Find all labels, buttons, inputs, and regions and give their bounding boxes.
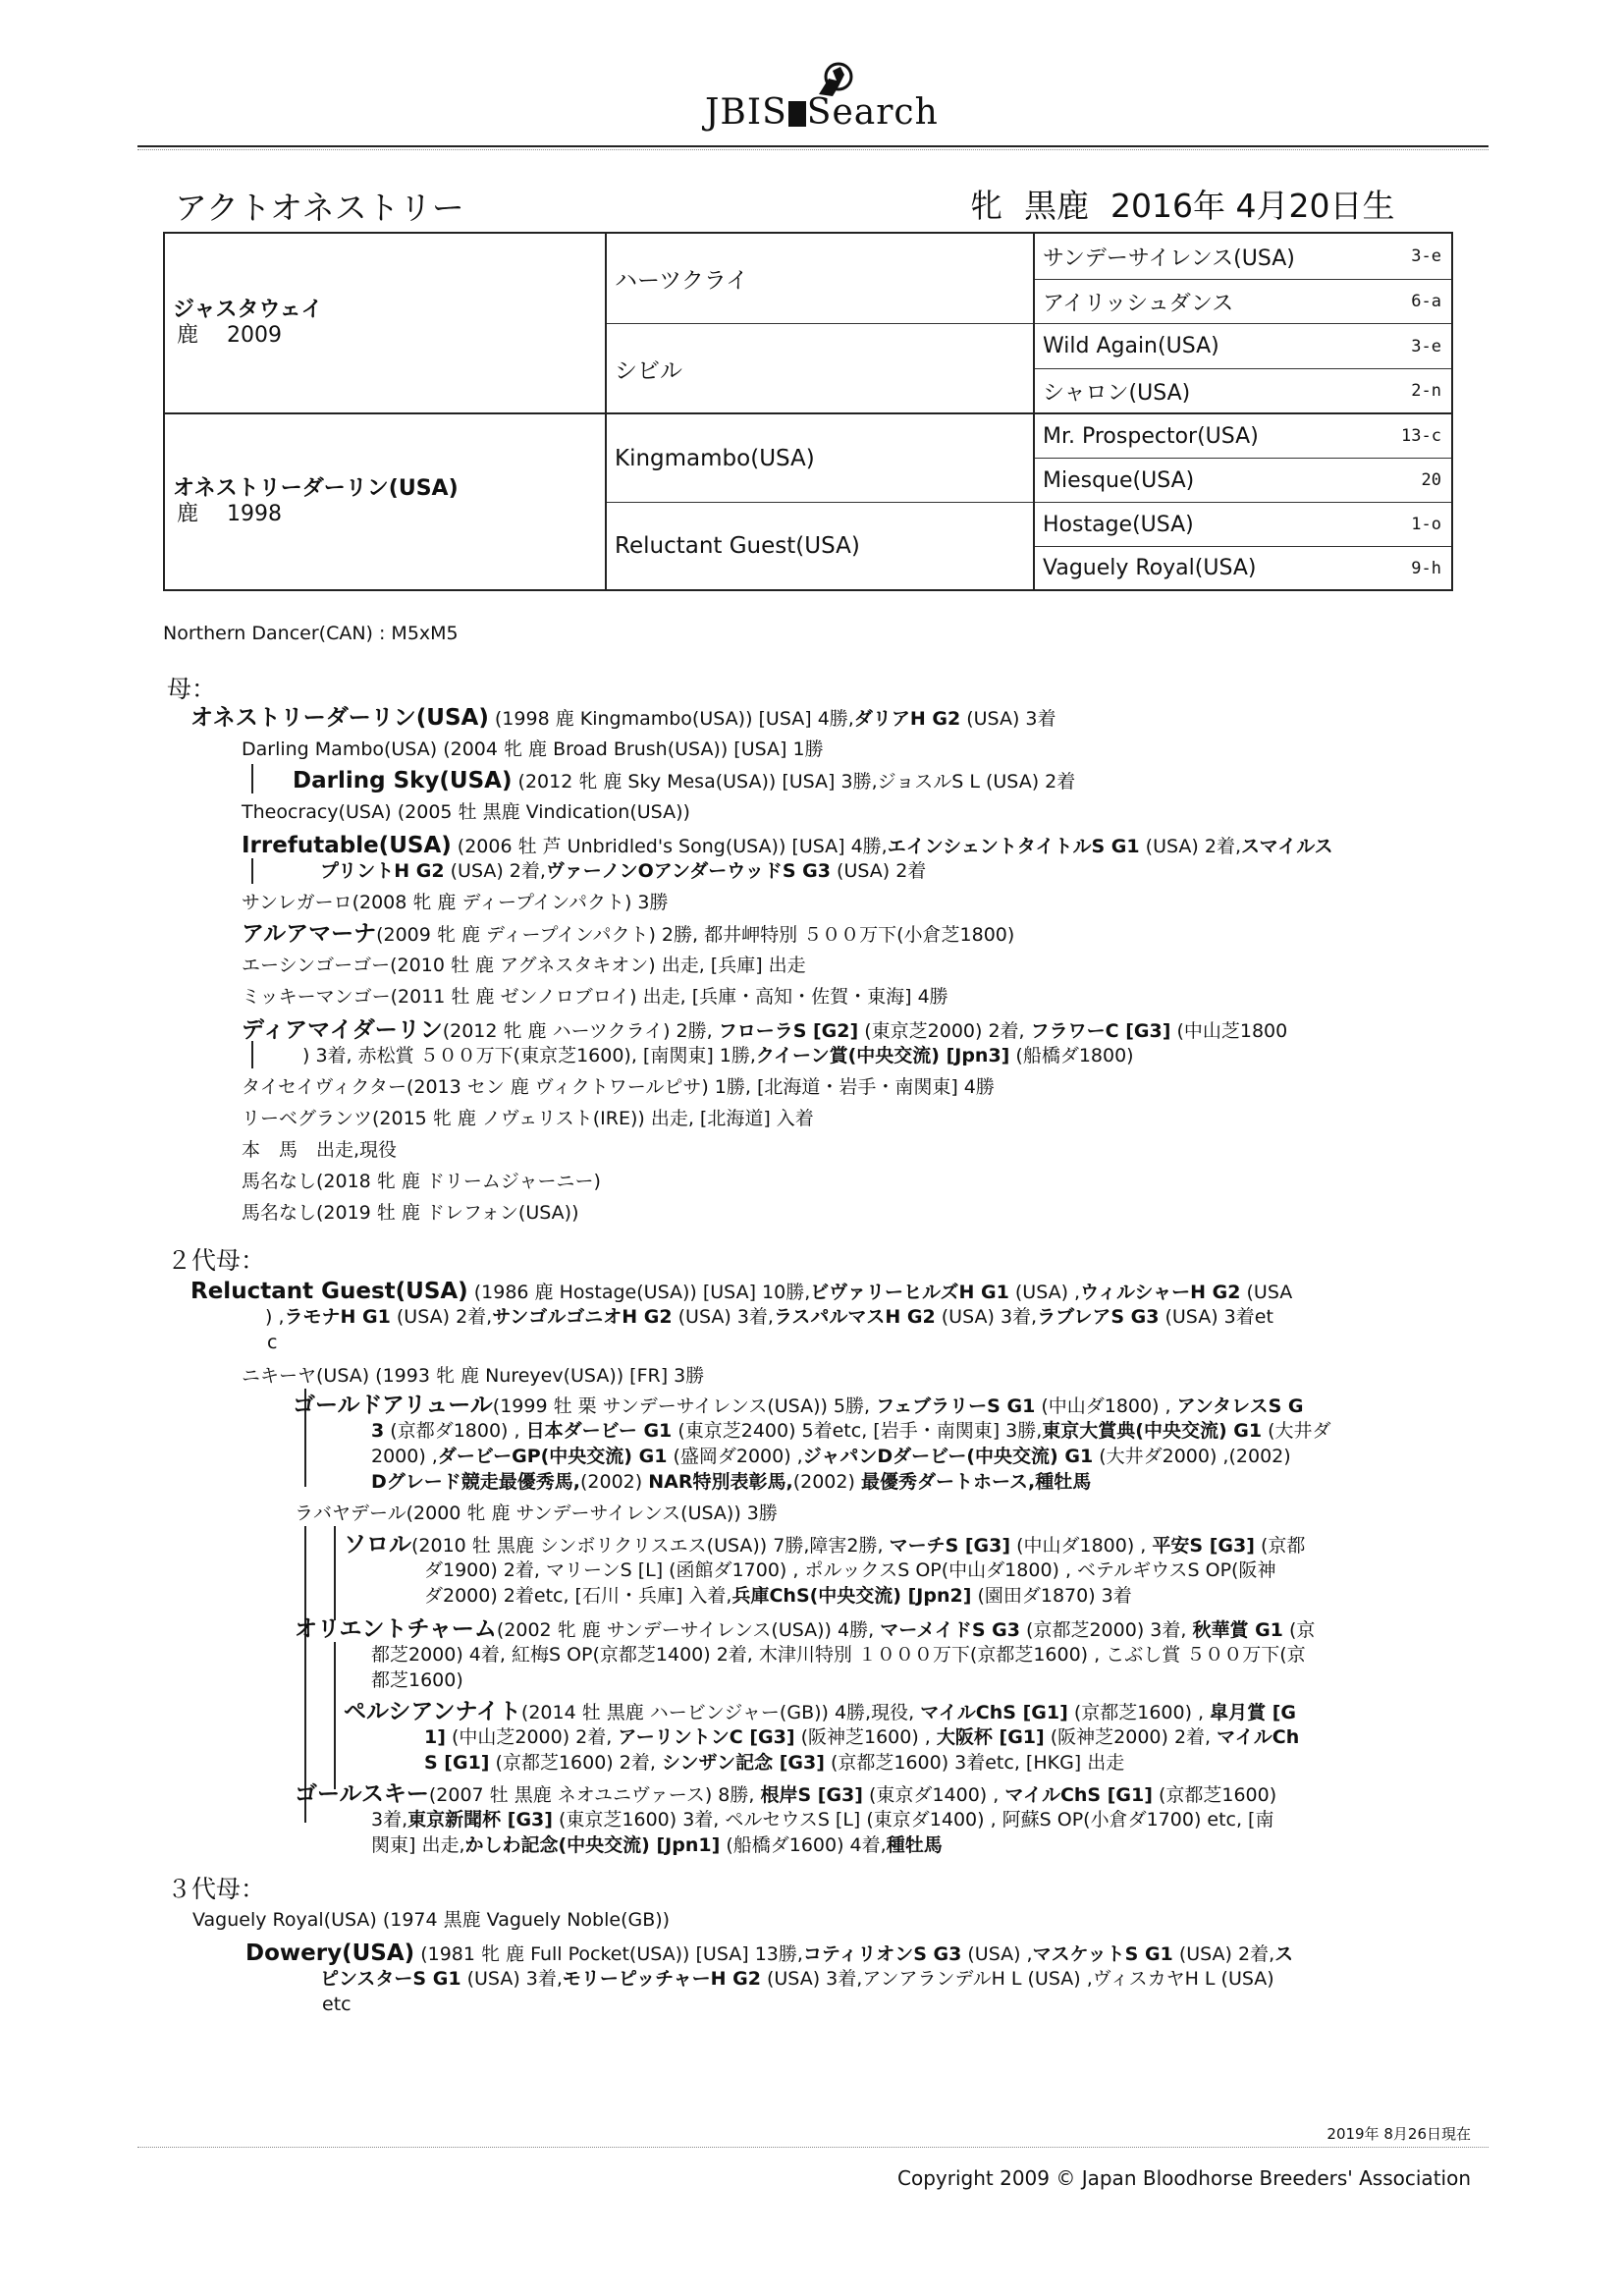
pedigree-gen2: ハーツクライ [607,234,1035,323]
pedigree-gen2: Reluctant Guest(USA) [607,502,1035,589]
family-line: 関東] 出走,かしわ記念(中央交流) [Jpn1] (船橋ダ1600) 4着,種牡馬 [371,1834,943,1856]
family-line: Reluctant Guest(USA) (1986 鹿 Hostage(USA)) [USA] 10勝,ビヴァリーヒルズH G1 (USA) ,ウィルシャーH G2 (USA [190,1279,1293,1304]
family-line: ゴールスキー(2007 牡 黒鹿 ネオユニヴァース) 8勝, 根岸S [G3] (東京ダ1400) , マイルChS [G1] (京都芝1600) [295,1781,1277,1807]
pedigree-gen3: Miesque(USA) 20 [1035,458,1451,502]
family-line: Darling Sky(USA) (2012 牝 鹿 Sky Mesa(USA)) [USA] 3勝,ジョスルS L (USA) 2着 [293,768,1076,793]
section-gen3: ３代母： [167,1875,266,1903]
tree-connector [251,1041,253,1068]
family-line: ) ,ラモナH G1 (USA) 2着,サンゴルゴニオH G2 (USA) 3着,ラスパルマスH G2 (USA) 3着,ラブレアS G3 (USA) 3着et [265,1306,1273,1328]
family-line: Vaguely Royal(USA) (1974 黒鹿 Vaguely Noble(GB)) [192,1909,671,1931]
family-line: ミッキーマンゴー(2011 牡 鹿 ゼンノロブロイ) 出走, [兵庫・高知・佐賀・東海] 4勝 [242,986,948,1008]
tree-connector [334,1642,336,1789]
family-line: ペルシアンナイト(2014 牡 黒鹿 ハービンジャー(GB)) 4勝,現役, マイルChS [G1] (京都芝1600) , 皐月賞 [G [344,1699,1297,1724]
pedigree-gen2: シビル [607,323,1035,412]
pedigree-gen3: Vaguely Royal(USA) 9-h [1035,546,1451,589]
family-line: c [267,1332,278,1353]
family-line: サンレガーロ(2008 牝 鹿 ディープインパクト) 3勝 [242,892,669,913]
inbreeding-note: Northern Dancer(CAN) : M5xM5 [163,623,459,644]
family-line: ) 3着, 赤松賞 ５００万下(東京芝1600), [南関東] 1勝,クイーン賞(中央交流) [Jpn3] (船橋ダ1800) [302,1045,1134,1066]
pedigree-gen3: シャロン(USA) 2-n [1035,368,1451,412]
family-line: 2000) ,ダービーGP(中央交流) G1 (盛岡ダ2000) ,ジャパンDダービー(中央交流) G1 (大井ダ2000) ,(2002) [371,1446,1291,1467]
family-line: リーベグランツ(2015 牝 鹿 ノヴェリスト(IRE)) 出走, [北海道] 入着 [242,1108,814,1129]
horse-name: アクトオネストリー [175,189,464,227]
pedigree-gen2: Kingmambo(USA) [607,412,1035,502]
pedigree-table [163,232,1453,591]
family-line: オリエントチャーム(2002 牝 鹿 サンデーサイレンス(USA)) 4勝, マーメイドS G3 (京都芝2000) 3着, 秋華賞 G1 (京 [295,1616,1316,1642]
family-line: Irrefutable(USA) (2006 牡 芦 Unbridled's Song(USA)) [USA] 4勝,エインシェントタイトルS G1 (USA) 2着,スマイルス [242,833,1333,858]
family-line: 本 馬 出走,現役 [242,1139,398,1161]
pedigree-gen3: Mr. Prospector(USA) 13-c [1035,412,1451,458]
section-gen2: ２代母： [167,1246,266,1275]
family-line: 3着,東京新聞杯 [G3] (東京芝1600) 3着, ペルセウスS [L] (東京ダ1400) , 阿蘇S OP(小倉ダ1700) etc, [南 [371,1809,1274,1831]
family-line: Dowery(USA) (1981 牝 鹿 Full Pocket(USA)) [USA] 13勝,コティリオンS G3 (USA) ,マスケットS G1 (USA) 2着,ス [245,1941,1294,1966]
header-rule [137,145,1489,147]
header-rule-dotted [137,149,1489,150]
family-line: S [G1] (京都芝1600) 2着, シンザン記念 [G3] (京都芝1600) 3着etc, [HKG] 出走 [424,1752,1125,1774]
tree-connector [304,1526,306,1823]
family-line: etc [322,1994,352,2015]
family-line: Theocracy(USA) (2005 牡 黒鹿 Vindication(USA)) [242,801,690,823]
tree-connector [251,764,253,793]
family-line: エーシンゴーゴー(2010 牡 鹿 アグネスタキオン) 出走, [兵庫] 出走 [242,955,806,976]
copyright: Copyright 2009 © Japan Bloodhorse Breeders' Association [897,2166,1471,2190]
logo-text: JBIS Search [705,92,939,133]
family-line: Dグレード競走最優秀馬,(2002) NAR特別表彰馬,(2002) 最優秀ダートホース,種牡馬 [371,1471,1092,1493]
section-dam: 母： [167,675,217,703]
pedigree-sire: ジャスタウェイ 鹿 2009 [165,234,607,412]
family-line: ニキーヤ(USA) (1993 牝 鹿 Nureyev(USA)) [FR] 3勝 [242,1365,705,1387]
family-line: Darling Mambo(USA) (2004 牝 鹿 Broad Brush(USA)) [USA] 1勝 [242,738,824,760]
horse-sex: 牝 [970,187,1002,225]
family-line: アルアマーナ(2009 牝 鹿 ディープインパクト) 2勝, 都井岬特別 ５００万下(小倉芝1800) [242,921,1015,947]
family-line: 馬名なし(2018 牝 鹿 ドリームジャーニー) [242,1171,601,1192]
pedigree-gen3: Hostage(USA) 1-o [1035,502,1451,546]
horse-info [970,181,1416,227]
family-line: ソロル(2010 牡 黒鹿 シンボリクリスエス(USA)) 7勝,障害2勝, マーチS [G3] (中山ダ1800) , 平安S [G3] (京都 [344,1532,1306,1558]
pedigree-gen3: アイリッシュダンス 6-a [1035,279,1451,323]
family-line: ダ2000) 2着etc, [石川・兵庫] 入着,兵庫ChS(中央交流) [Jpn2] (園田ダ1870) 3着 [424,1585,1132,1607]
family-line: ダ1900) 2着, マリーンS [L] (函館ダ1700) , ポルックスS OP(中山ダ1800) , ベテルギウスS OP(阪神 [424,1559,1276,1581]
family-line: ディアマイダーリン(2012 牝 鹿 ハーツクライ) 2勝, フローラS [G2] (東京芝2000) 2着, フラワーC [G3] (中山芝1800 [242,1017,1288,1043]
tree-connector [251,858,253,884]
as-of-date: 2019年 8月26日現在 [1326,2125,1471,2143]
pedigree-gen3: サンデーサイレンス(USA) 3-e [1043,246,1441,271]
footer-rule [137,2147,1489,2148]
family-line: 馬名なし(2019 牡 鹿 ドレフォン(USA)) [242,1202,579,1224]
family-line: 都芝1600) [371,1669,463,1691]
family-line: オネストリーダーリン(USA) (1998 鹿 Kingmambo(USA)) [USA] 4勝,ダリアH G2 (USA) 3着 [190,705,1056,731]
family-line: プリントH G2 (USA) 2着,ヴァーノンOアンダーウッドS G3 (USA) 2着 [320,860,927,882]
tree-connector [334,1526,336,1620]
family-line: 都芝2000) 4着, 紅梅S OP(京都芝1400) 2着, 木津川特別 １０００万下(京都芝1600) , こぶし賞 ５００万下(京 [371,1644,1306,1666]
horse-birth: 2016年 4月20日生 [1110,187,1395,225]
family-line: ゴールドアリュール(1999 牡 栗 サンデーサイレンス(USA)) 5勝, フェブラリーS G1 (中山ダ1800) , アンタレスS G [293,1393,1304,1418]
pedigree-gen3: Wild Again(USA) 3-e [1035,323,1451,368]
family-line: 1] (中山芝2000) 2着, アーリントンC [G3] (阪神芝1600) , 大阪杯 [G1] (阪神芝2000) 2着, マイルCh [424,1726,1300,1748]
family-line: タイセイヴィクター(2013 セン 鹿 ヴィクトワールピサ) 1勝, [北海道・岩手・南関東] 4勝 [242,1076,995,1098]
jbis-logo [699,57,954,141]
horse-color: 黒鹿 [1024,187,1089,225]
family-line: ピンスターS G1 (USA) 3着,モリーピッチャーH G2 (USA) 3着,アンアランデルH L (USA) ,ヴィスカヤH L (USA) [320,1968,1274,1990]
pedigree-dam: オネストリーダーリン(USA) 鹿 1998 [165,412,607,589]
family-line: ラバヤデール(2000 牝 鹿 サンデーサイレンス(USA)) 3勝 [295,1503,778,1524]
family-line: 3 (京都ダ1800) , 日本ダービー G1 (東京芝2400) 5着etc, [岩手・南関東] 3勝,東京大賞典(中央交流) G1 (大井ダ [371,1420,1331,1442]
